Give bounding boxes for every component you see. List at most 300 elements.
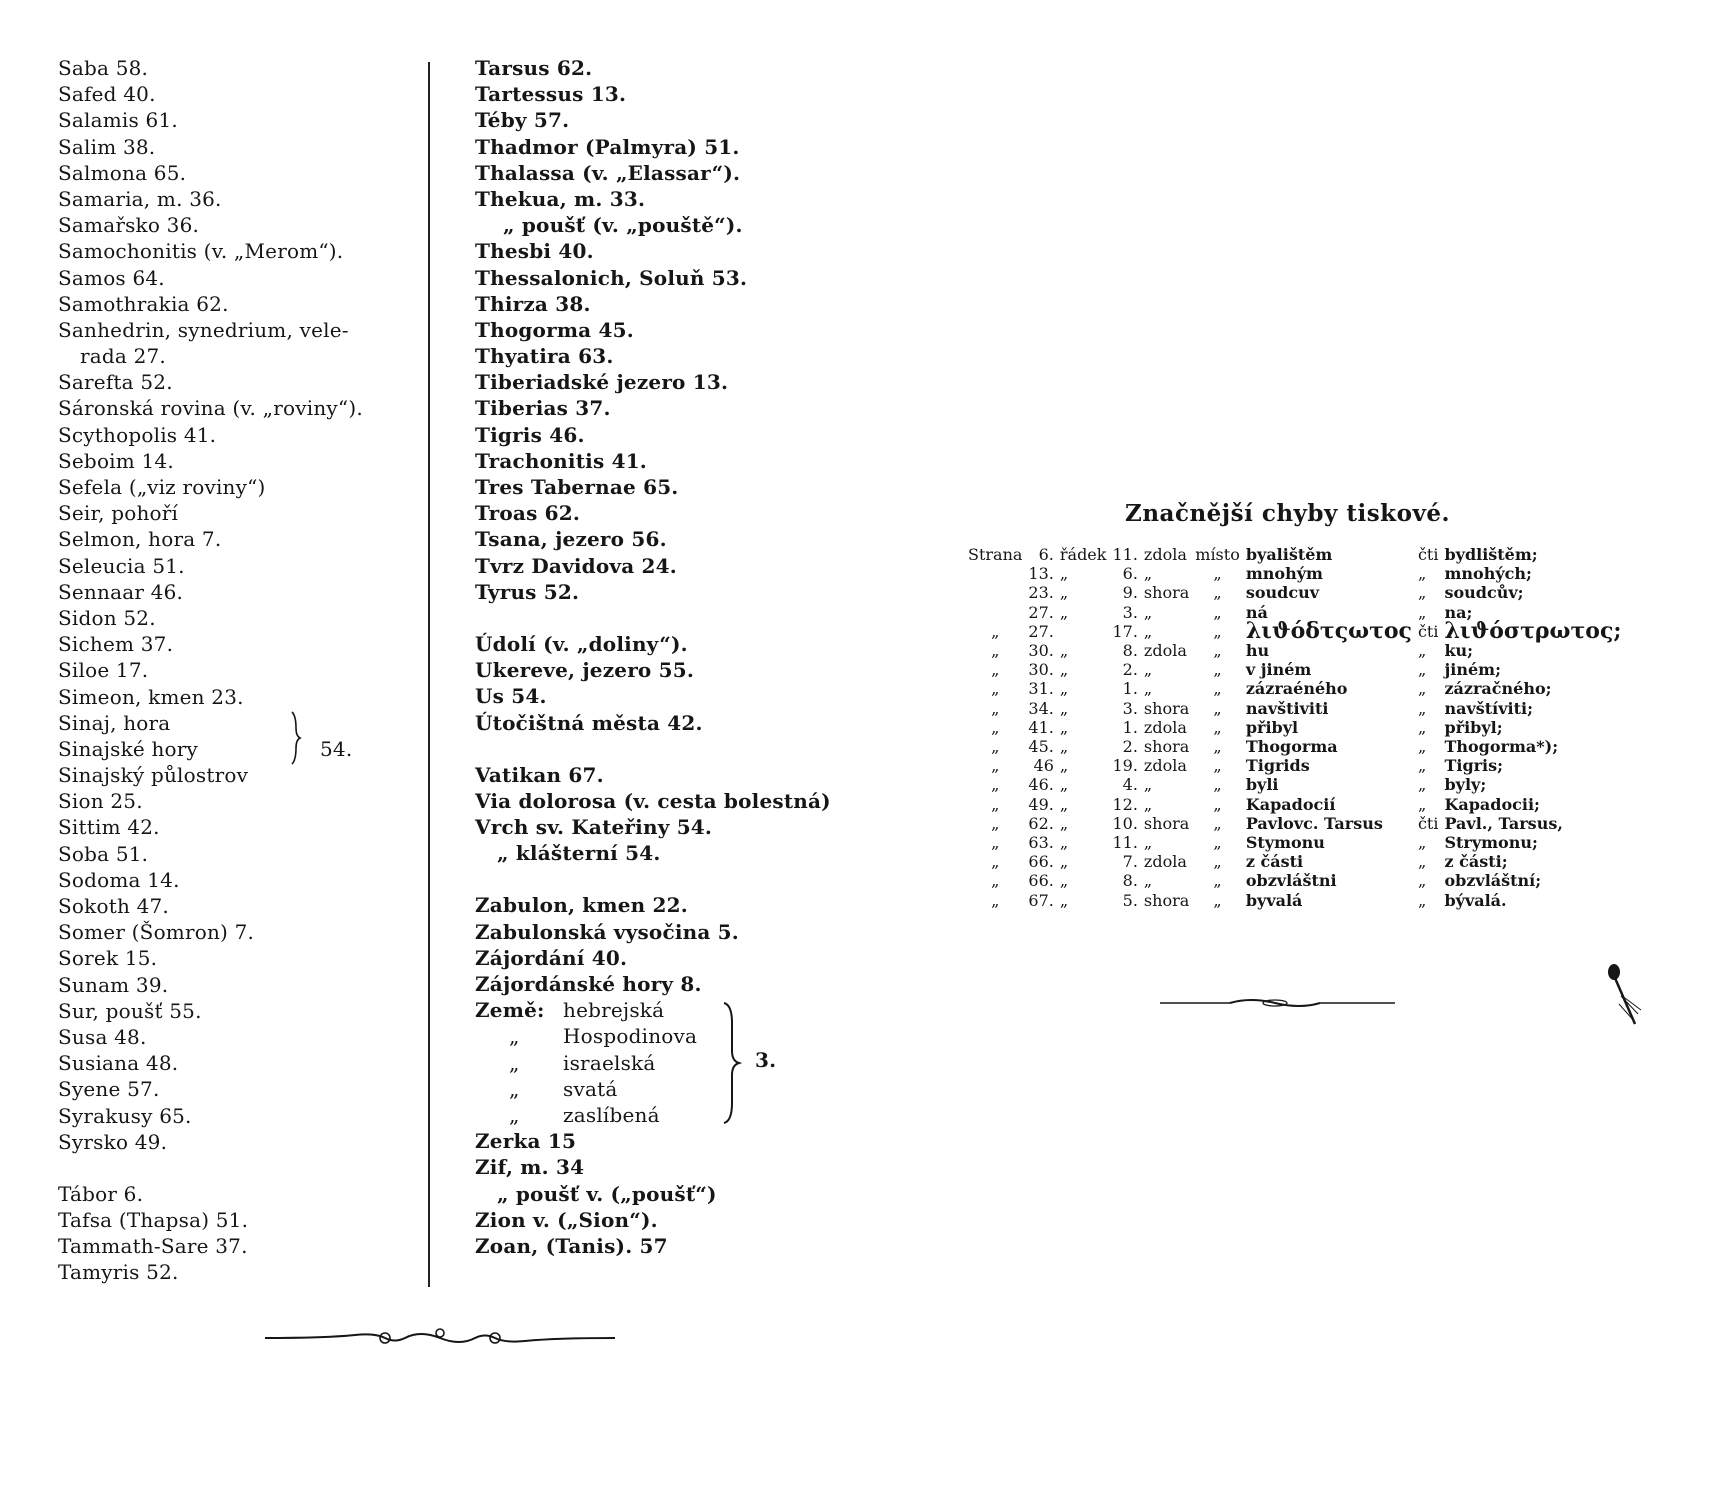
index-entry: Vrch sv. Kateřiny 54. [475,815,713,840]
errata-ditto: „ [991,775,1000,795]
errata-row [965,871,1624,890]
errata-ditto: „ [991,890,1000,910]
index-entry: Syrakusy 65. [58,1103,192,1128]
index-group-s [58,55,418,1155]
index-entry: Soba 51. [58,841,149,866]
errata-ditto: Strana [968,545,1023,564]
errata-row-word: „ [1059,794,1069,814]
errata-row [965,814,1624,833]
errata-line: 2. [1122,660,1138,680]
errata-page: 30. [1028,641,1054,661]
errata-title: Značnější chyby tiskové. [1125,500,1450,527]
errata-row-word: „ [1059,756,1069,776]
errata-wrong: byalištěm [1245,545,1333,564]
errata-line: 2. [1122,737,1138,757]
errata-wrong: byvalá [1245,890,1303,910]
group-gap [475,605,875,631]
errata-page: 23. [1028,583,1054,603]
errata-instead: „ [1213,621,1222,641]
errata-wrong: zázraéného [1245,679,1348,699]
errata-ditto: „ [991,871,1000,891]
errata-read: „ [1417,717,1427,737]
errata-wrong: byli [1245,775,1279,795]
errata-ditto: „ [991,717,1000,737]
index-entry: Samos 64. [58,265,165,290]
errata-instead: „ [1213,564,1222,584]
errata-line: 6. [1122,564,1138,584]
errata-line: 4. [1122,775,1138,795]
errata-direction: „ [1143,794,1153,814]
zeme-item-label: hebrejská [563,998,665,1023]
errata-page: 49. [1028,794,1054,814]
index-entry: Seir, pohoří [58,501,179,526]
index-entry: Syene 57. [58,1077,160,1102]
errata-page: 34. [1028,698,1054,718]
errata-wrong: navštiviti [1245,698,1329,718]
errata-row-word: „ [1059,737,1069,757]
errata-instead: „ [1213,660,1222,680]
errata-line: 9. [1122,583,1138,603]
index-entry: Susiana 48. [58,1051,179,1076]
index-entry: Zoan, (Tanis). 57 [475,1233,668,1258]
errata-instead: „ [1213,737,1222,757]
errata-direction: zdola [1143,852,1187,872]
errata-read: „ [1417,641,1427,661]
errata-page: 31. [1028,679,1054,699]
index-entry: Tamyris 52. [58,1260,179,1285]
errata-row-word: „ [1059,660,1069,680]
index-entry: Zájordání 40. [475,945,628,970]
index-group-z-continued [475,1128,875,1259]
index-entry: Tres Tabernae 65. [475,475,679,499]
errata-row [965,545,1624,564]
errata-page: 46 [1033,756,1054,776]
errata-read: „ [1417,833,1427,853]
errata-direction: „ [1143,602,1153,622]
errata-read: „ [1417,679,1427,699]
errata-read: „ [1417,698,1427,718]
index-entry: Zabulon, kmen 22. [475,893,688,918]
errata-direction: „ [1143,621,1153,641]
group-gap [475,866,875,892]
errata-table [965,545,1624,910]
errata-row [965,641,1624,660]
errata-direction: „ [1143,833,1153,853]
errata-row [965,564,1624,583]
index-entry: Sokoth 47. [58,894,169,918]
ditto-mark: „ [509,1076,520,1101]
index-entry: Samothrakia 62. [58,291,229,316]
index-entry: Thadmor (Palmyra) 51. [475,134,740,159]
index-entry: Sichem 37. [58,632,174,657]
index-entry: Zerka 15 [475,1129,577,1154]
errata-row [965,775,1624,794]
errata-line: 17. [1112,621,1138,641]
errata-read: čti [1417,813,1439,833]
errata-correct: bydlištěm; [1444,545,1538,564]
errata-wrong: Stymonu [1245,833,1325,853]
errata-correct: bývalá. [1444,890,1507,910]
errata-direction: „ [1143,679,1153,699]
errata-direction: „ [1143,564,1153,584]
index-entry: Sorek 15. [58,946,158,971]
errata-wrong: Tigrids [1245,756,1310,776]
errata-row-word: „ [1059,833,1069,853]
index-entry: Tvrz Davidova 24. [475,553,677,578]
errata-row-word: „ [1059,583,1069,603]
errata-line: 3. [1122,698,1138,718]
index-group-z [475,892,875,997]
index-entry: Tiberias 37. [475,396,611,421]
index-entry: Údolí (v. „doliny“). [475,631,688,656]
errata-line: 8. [1122,641,1138,661]
errata-read: „ [1417,756,1427,776]
errata-direction: zdola [1143,717,1187,737]
errata-ditto [965,603,1025,622]
zeme-item-label: israelská [563,1050,656,1075]
errata-instead: „ [1213,852,1222,872]
errata-page: 27. [1028,602,1054,622]
index-entry: Salim 38. [58,134,156,159]
index-column-left [58,55,418,1286]
errata-wrong: soudcuv [1245,583,1319,603]
index-entry: Tábor 6. [58,1181,144,1206]
errata-direction: „ [1143,871,1153,891]
errata-row-word: „ [1059,679,1069,699]
errata-read: „ [1417,871,1427,891]
errata-page: 67. [1028,890,1054,910]
errata-row [965,622,1624,641]
errata-ditto: „ [991,756,1000,776]
index-entry: Thalassa (v. „Elassar“). [475,160,741,185]
errata-wrong: z části [1245,852,1304,872]
column-divider [428,62,430,1287]
zeme-page: 3. [755,1048,777,1073]
index-entry: „ klášterní 54. [497,841,661,866]
errata-ditto: „ [991,794,1000,814]
errata-section [965,500,1622,910]
index-entry: Zion v. („Sion“). [475,1207,658,1232]
index-group-v [475,762,875,867]
ornament-small-icon [1160,995,1395,1011]
errata-instead: „ [1213,871,1222,891]
zeme-item [509,1076,697,1102]
errata-ditto: „ [991,698,1000,718]
errata-correct: na; [1444,602,1473,622]
errata-row [965,756,1624,775]
errata-correct: navštíviti; [1444,698,1533,718]
index-entry: Tsana, jezero 56. [475,527,667,552]
index-entry: Troas 62. [475,501,581,526]
index-entry: Trachonitis 41. [475,448,647,473]
brace-icon [288,710,302,766]
errata-correct: Pavl., Tarsus, [1444,813,1563,833]
index-entry: „ poušť (v. „pouště“). [503,213,743,238]
errata-wrong: hu [1245,641,1270,661]
errata-correct: obzvláštní; [1444,871,1542,891]
index-group-u [475,631,875,736]
errata-instead: „ [1213,583,1222,603]
index-entry: „ poušť v. („poušť“) [497,1181,717,1206]
errata-read: „ [1417,852,1427,872]
errata-row [965,679,1624,698]
errata-direction: „ [1143,660,1153,680]
index-entry: Us 54. [475,684,547,709]
errata-instead: „ [1213,794,1222,814]
errata-read: „ [1417,660,1427,680]
errata-line: 11. [1112,545,1138,564]
index-entry: Útočištná města 42. [475,710,703,735]
errata-page: 62. [1028,813,1054,833]
errata-row [965,891,1624,910]
errata-read: „ [1417,775,1427,795]
errata-page: 27. [1028,621,1054,641]
errata-line: 1. [1122,717,1138,737]
index-entry: Thesbi 40. [475,239,594,264]
errata-row-word: „ [1059,890,1069,910]
index-entry: Syrsko 49. [58,1129,168,1154]
index-entry: Seboim 14. [58,448,174,473]
errata-row-word: „ [1059,641,1069,661]
index-group-t [58,1181,418,1286]
errata-ditto: „ [991,852,1000,872]
zeme-item [509,997,697,1023]
errata-line: 7. [1122,852,1138,872]
index-entry: Tyrus 52. [475,579,580,604]
zeme-item [509,1023,697,1049]
errata-page: 66. [1028,852,1054,872]
zeme-item-label: Hospodinova [563,1024,698,1049]
ditto-mark: „ [509,1102,520,1127]
errata-direction: „ [1143,775,1153,795]
right-brace-icon [720,1001,742,1125]
errata-correct: mnohých; [1444,564,1532,584]
errata-row [965,852,1624,871]
index-entry: Tarsus 62. [475,56,593,80]
index-entry: Sidon 52. [58,605,156,630]
index-entry: Thessalonich, Soluň 53. [475,265,748,290]
index-entry: Sinaj, hora [58,710,171,735]
index-entry: Sáronská rovina (v. „roviny“). [58,396,363,421]
errata-row [965,583,1624,602]
errata-read: „ [1417,737,1427,757]
index-entry: Tafsa (Thapsa) 51. [58,1208,249,1233]
index-entry: Zájordánské hory 8. [475,972,702,996]
errata-wrong: mnohým [1245,564,1323,584]
index-entry: Saba 58. [58,56,149,80]
index-entry: Simeon, kmen 23. [58,684,244,709]
errata-correct: ku; [1444,641,1474,661]
errata-row-word: řádek [1059,545,1107,564]
index-entry: Tigris 46. [475,422,585,447]
index-entry: Tartessus 13. [475,82,627,107]
index-entry: Tiberiadské jezero 13. [475,370,729,395]
index-entry: Ukereve, jezero 55. [475,658,695,683]
errata-wrong: obzvláštni [1245,871,1337,891]
index-entry: Salamis 61. [58,108,178,133]
errata-page: 41. [1028,717,1054,737]
errata-direction: shora [1143,737,1190,757]
errata-correct: byly; [1444,775,1487,795]
errata-read: „ [1417,564,1427,584]
errata-ditto: „ [991,621,1000,641]
zeme-item [509,1102,697,1128]
index-entry: Scythopolis 41. [58,422,217,447]
errata-correct: λιϑόστρωτος; [1444,617,1622,644]
errata-row-word: „ [1059,852,1069,872]
errata-instead: „ [1213,813,1222,833]
errata-direction: shora [1143,890,1190,910]
zeme-items [509,997,697,1128]
errata-instead: „ [1213,833,1222,853]
errata-instead: „ [1213,698,1222,718]
errata-page: 30. [1028,660,1054,680]
index-entry: Selmon, hora 7. [58,527,222,552]
errata-ditto: „ [991,641,1000,661]
errata-ditto: „ [991,833,1000,853]
quill-pen-icon [1605,962,1645,1032]
ditto-mark: „ [509,1050,520,1075]
errata-correct: zázračného; [1444,679,1552,699]
errata-read: čti [1417,621,1439,641]
errata-correct: přibyl; [1444,717,1503,737]
errata-ditto: „ [991,813,1000,833]
errata-ditto: „ [991,660,1000,680]
index-entry: Samochonitis (v. „Merom“). [58,239,344,264]
errata-direction: zdola [1143,641,1187,661]
index-entry: Zif, m. 34 [475,1155,585,1180]
errata-direction: zdola [1143,756,1187,776]
errata-direction: shora [1143,813,1190,833]
errata-correct: Thogorma*); [1444,737,1559,757]
index-entry: Thyatira 63. [475,344,614,369]
errata-row-word: „ [1059,717,1069,737]
errata-row-word: „ [1059,602,1069,622]
zeme-head: Země: [475,998,545,1023]
errata-page: 6. [1038,545,1054,564]
errata-wrong: přibyl [1245,717,1299,737]
index-entry: Vatikan 67. [475,762,604,787]
zeme-item-label: svatá [563,1076,618,1101]
index-entry: Sur, poušť 55. [58,998,202,1023]
index-entry: Via dolorosa (v. cesta bolestná) [475,788,831,813]
errata-instead: „ [1213,717,1222,737]
errata-page: 45. [1028,737,1054,757]
errata-instead: „ [1213,641,1222,661]
errata-instead: „ [1213,890,1222,910]
errata-wrong: Thogorma [1245,737,1338,757]
index-entry: Sinajské hory 54. [58,736,418,762]
errata-ditto [965,583,1025,602]
errata-row [965,737,1624,756]
errata-correct: Tigris; [1444,756,1504,776]
errata-row-word: „ [1059,698,1069,718]
index-entry: Thekua, m. 33. [475,186,646,211]
index-entry: rada 27. [80,344,166,369]
errata-row [965,833,1624,852]
errata-ditto: „ [991,679,1000,699]
errata-ditto: „ [991,737,1000,757]
errata-line: 8. [1122,871,1138,891]
group-gap [475,736,875,762]
index-entry: Samařsko 36. [58,213,200,238]
index-entry: Sion 25. [58,789,143,814]
errata-line: 5. [1122,890,1138,910]
errata-line: 19. [1112,756,1138,776]
errata-row [965,718,1624,737]
errata-ditto [965,564,1025,583]
index-entry: Sodoma 14. [58,867,180,892]
errata-wrong: Pavlovc. Tarsus [1245,813,1383,833]
index-entry: Siloe 17. [58,658,149,683]
errata-instead: „ [1213,679,1222,699]
errata-page: 13. [1028,564,1054,584]
errata-instead: „ [1213,602,1222,622]
errata-row [965,660,1624,679]
index-entry: Zabulonská vysočina 5. [475,919,739,944]
errata-correct: Kapadocii; [1444,794,1540,814]
index-entry: Sefela („viz roviny“) [58,475,266,499]
errata-row-word: „ [1059,564,1069,584]
errata-row-word: „ [1059,775,1069,795]
index-group-t [475,55,875,605]
errata-read: „ [1417,583,1427,603]
errata-page: 63. [1028,833,1054,853]
index-entry: Samaria, m. 36. [58,186,222,211]
errata-row-word [1057,622,1110,641]
errata-instead: „ [1213,756,1222,776]
errata-line: 1. [1122,679,1138,699]
errata-page: 46. [1028,775,1054,795]
index-entry: Seleucia 51. [58,553,185,578]
group-gap [58,1155,418,1181]
errata-correct: soudcův; [1444,583,1524,603]
errata-read: „ [1417,794,1427,814]
errata-direction: shora [1143,698,1190,718]
index-entry: Salmona 65. [58,160,187,185]
index-entry: Thirza 38. [475,291,591,316]
errata-direction: zdola [1143,545,1187,564]
index-column-right [475,55,875,1259]
errata-instead: místo [1195,545,1240,564]
errata-instead: „ [1213,775,1222,795]
index-entry: Safed 40. [58,82,156,107]
errata-wrong: Kapadocií [1245,794,1336,814]
errata-correct: Strymonu; [1444,833,1538,853]
ditto-mark: „ [509,1024,520,1049]
index-entry: Téby 57. [475,108,570,133]
errata-row [965,795,1624,814]
index-entry: Sittim 42. [58,815,160,840]
errata-wrong: λιϑόδτςωτος [1245,617,1412,644]
errata-read: „ [1417,602,1427,622]
index-entry: Sanhedrin, synedrium, vele- [58,317,349,342]
errata-row-word: „ [1059,813,1069,833]
errata-page: 66. [1028,871,1054,891]
index-entry: Sarefta 52. [58,370,173,395]
errata-wrong: v jiném [1245,660,1312,680]
errata-read: čti [1417,545,1439,564]
errata-correct: z části; [1444,852,1508,872]
index-entry: Sennaar 46. [58,579,184,604]
index-entry: Somer (Šomron) 7. [58,920,255,945]
errata-line: 10. [1112,813,1138,833]
errata-row [965,699,1624,718]
zeme-item-label: zaslíbená [563,1102,660,1127]
errata-wrong: ná [1245,602,1268,622]
zeme-brace-group [475,997,875,1128]
errata-line: 3. [1122,602,1138,622]
